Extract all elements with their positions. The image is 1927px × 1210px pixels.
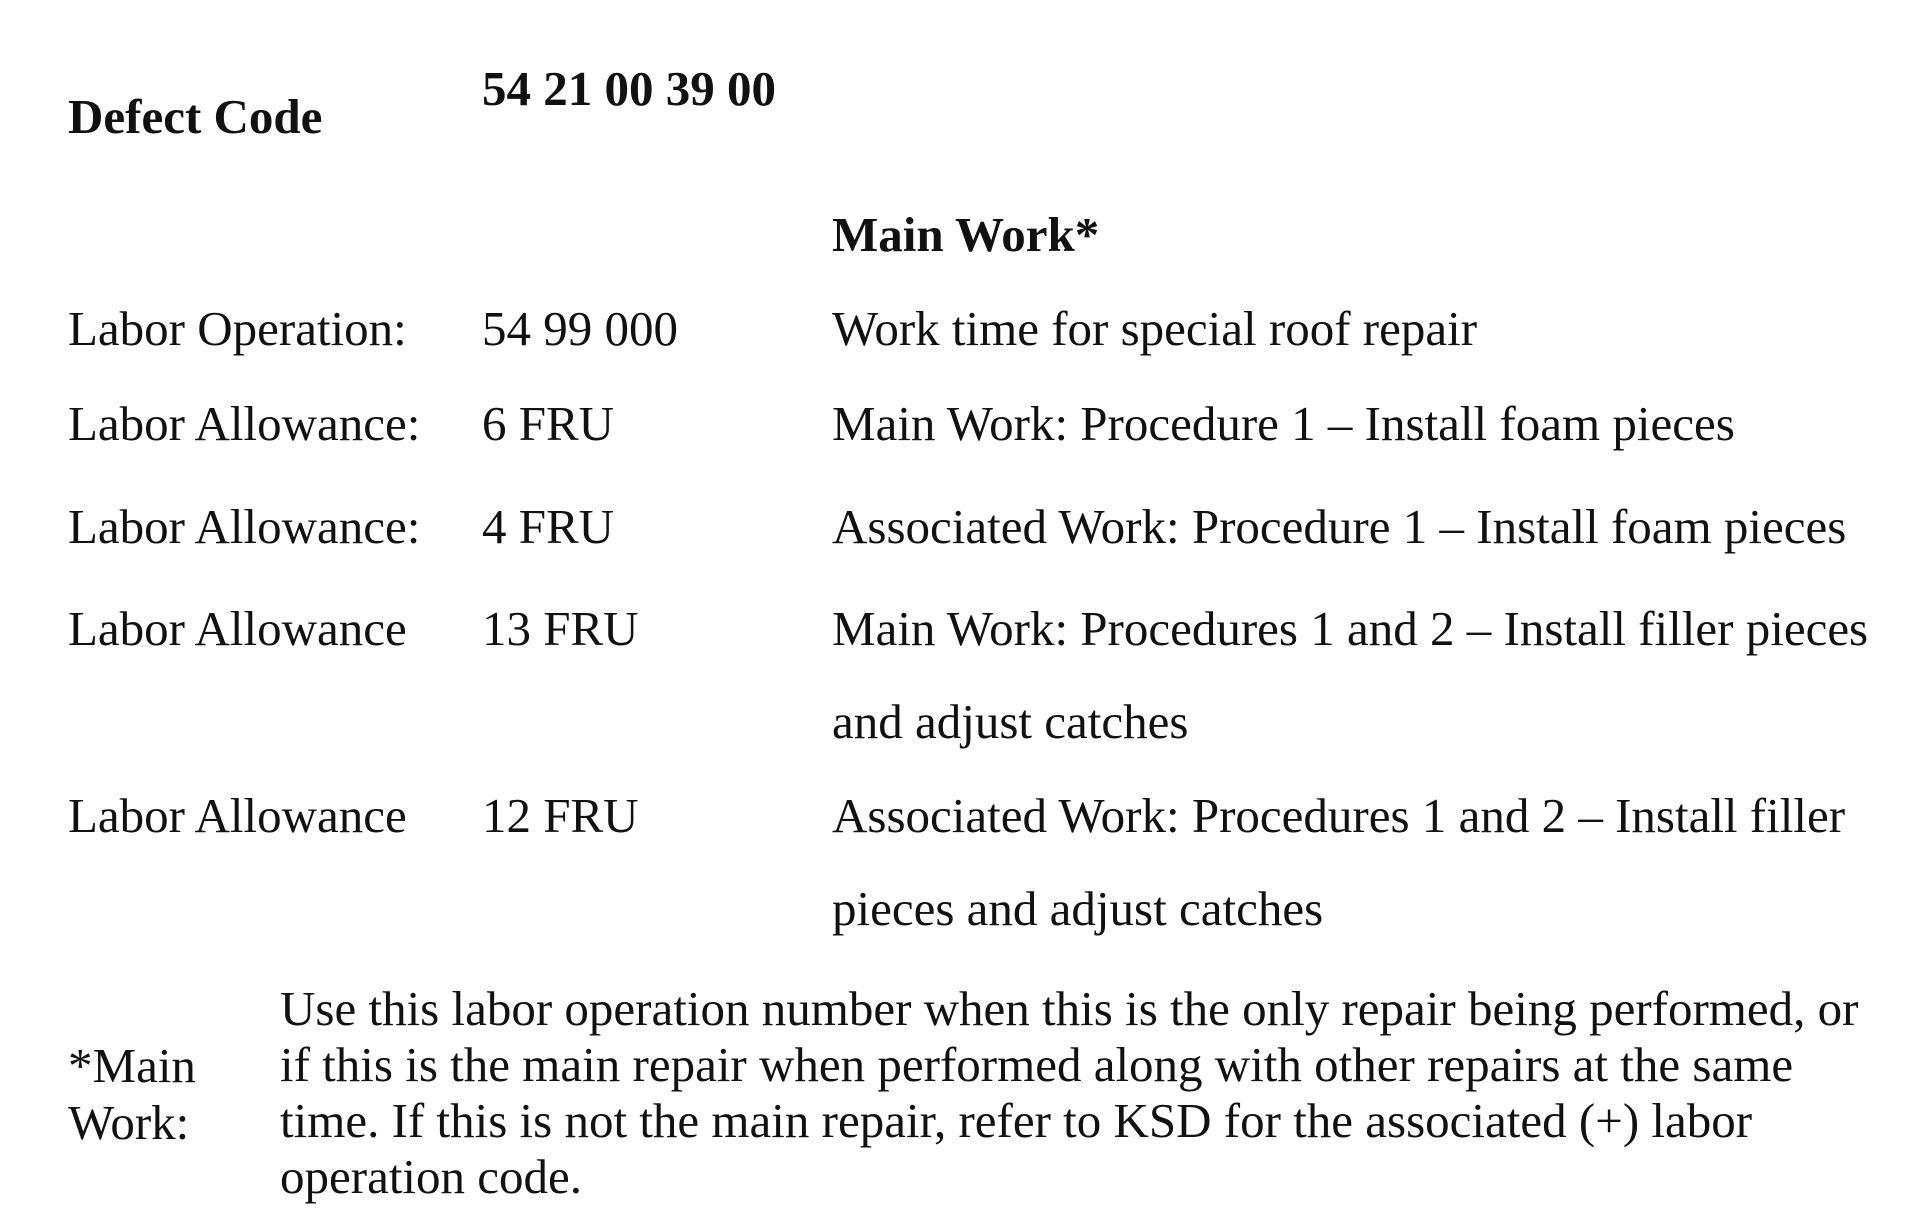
labor-operation-description: Work time for special roof repair xyxy=(832,301,1478,356)
labor-allowance-description: Associated Work: Procedures 1 and 2 – Install filler xyxy=(832,788,1846,843)
labor-allowance-description-continued: pieces and adjust catches xyxy=(832,881,1324,936)
footnote-text-line: if this is the main repair when performed along with other repairs at the same xyxy=(280,1037,1794,1092)
labor-allowance-description-continued: and adjust catches xyxy=(832,694,1189,749)
labor-operation-value: 54 99 000 xyxy=(482,301,678,356)
labor-allowance-label: Labor Allowance: xyxy=(68,396,421,451)
labor-operation-label: Labor Operation: xyxy=(68,301,407,356)
labor-allowance-value: 12 FRU xyxy=(482,788,639,843)
labor-allowance-value: 13 FRU xyxy=(482,601,639,656)
labor-allowance-label: Labor Allowance xyxy=(68,788,407,843)
labor-allowance-description: Associated Work: Procedure 1 – Install foam pieces xyxy=(832,499,1847,554)
defect-code-label: Defect Code xyxy=(68,89,323,144)
labor-allowance-description: Main Work: Procedure 1 – Install foam pieces xyxy=(832,396,1735,451)
footnote-text-line: Use this labor operation number when this is the only repair being performed, or xyxy=(280,981,1859,1036)
footnote-label xyxy=(68,1037,196,1151)
main-work-heading: Main Work* xyxy=(832,207,1100,262)
labor-allowance-value: 6 FRU xyxy=(482,396,615,451)
footnote-text-line: time. If this is not the main repair, refer to KSD for the associated (+) labor xyxy=(280,1093,1753,1148)
labor-allowance-label: Labor Allowance: xyxy=(68,499,421,554)
labor-allowance-value: 4 FRU xyxy=(482,499,615,554)
labor-allowance-label: Labor Allowance xyxy=(68,601,407,656)
footnote-label-line: *Main xyxy=(68,1038,196,1093)
labor-allowance-description: Main Work: Procedures 1 and 2 – Install filler pieces xyxy=(832,601,1869,656)
footnote-text xyxy=(280,981,1920,1205)
footnote-label-line: Work: xyxy=(68,1095,190,1150)
defect-code-value: 54 21 00 39 00 xyxy=(482,61,776,116)
footnote-text-line: operation code. xyxy=(280,1149,583,1204)
